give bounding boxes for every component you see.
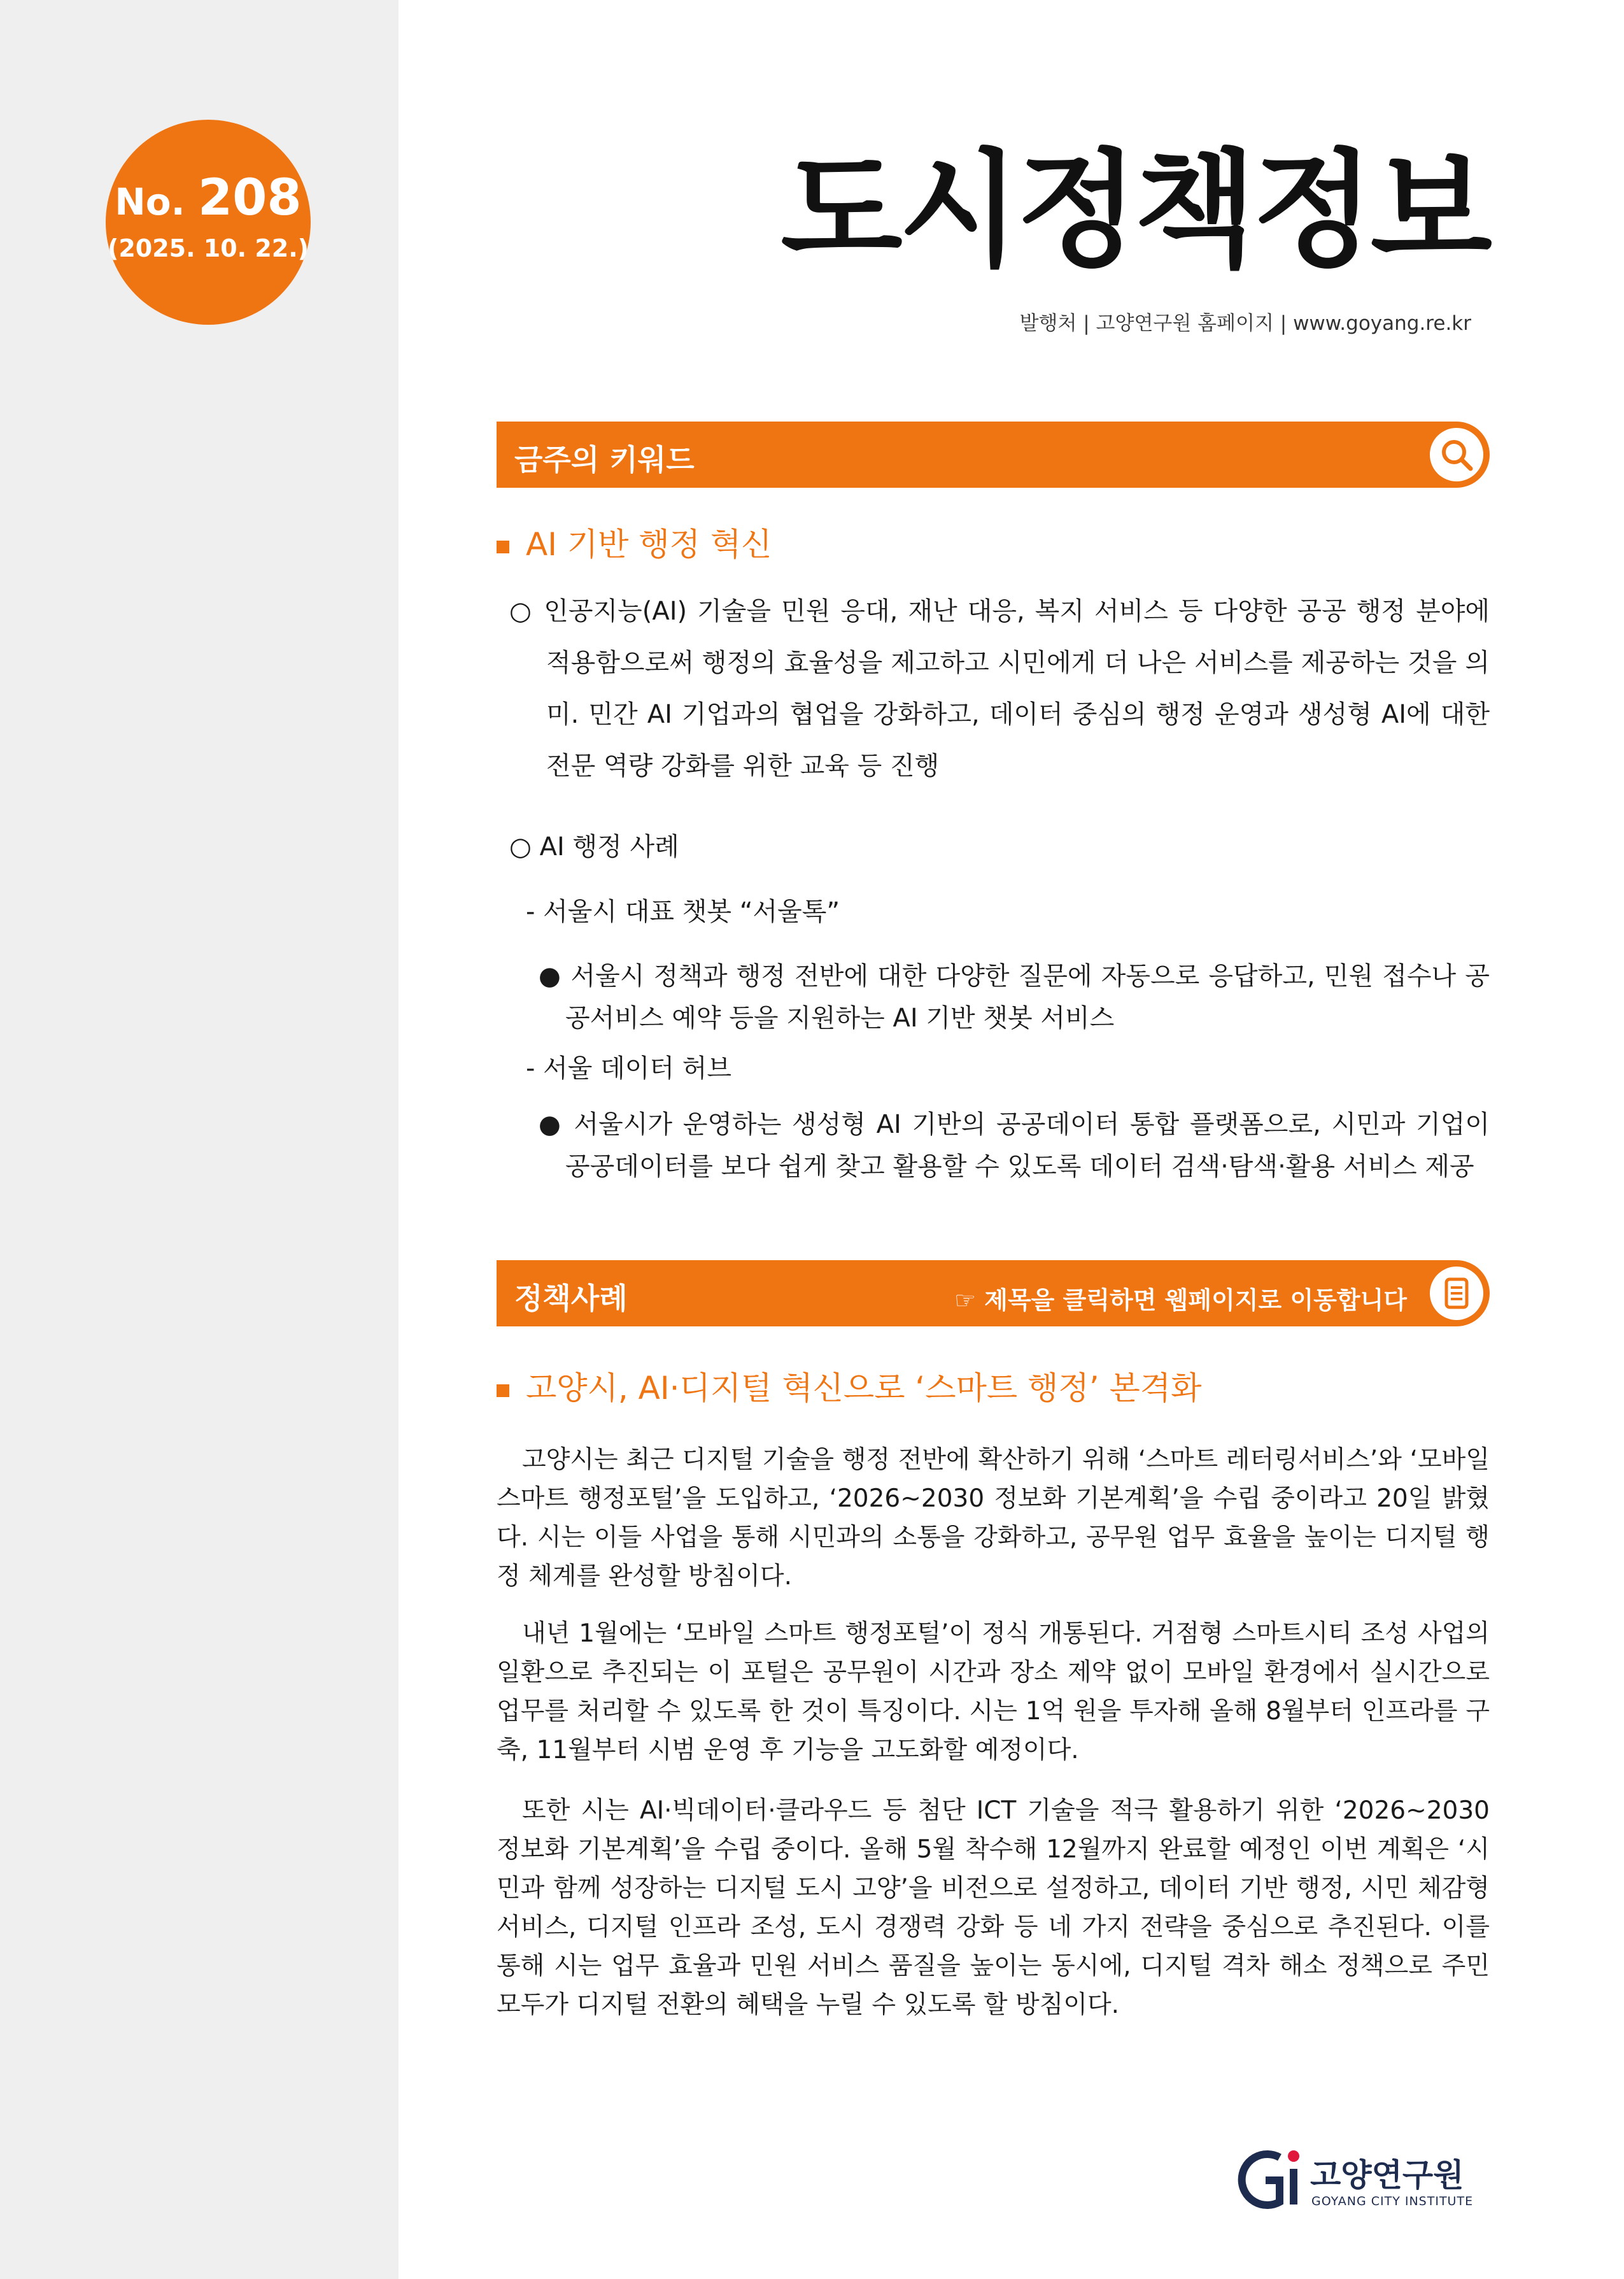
keyword-section-label: 금주의 키워드	[514, 443, 695, 477]
issue-date: (2025. 10. 22.)	[107, 234, 309, 262]
keyword-point-1: ○ 인공지능(AI) 기술을 민원 응대, 재난 대응, 복지 서비스 등 다양한 공공 행정 분야에 적용함으로써 행정의 효율성을 제고하고 시민에게 더 나은 서비스를 제공하는 것을 의미. 민간 AI 기업과의 협업을 강화하고, 데이터 중심의 행정 운영과 생성형 AI에 대한 전문 역량 강화를 위한 교육 등 진행	[509, 597, 1490, 781]
issue-number: No. 208	[115, 169, 302, 227]
policy-section-label: 정책사례	[514, 1281, 628, 1316]
square-bullet-icon	[497, 1384, 509, 1397]
search-icon	[1430, 428, 1483, 481]
case-1-desc: ● 서울시 정책과 행정 전반에 대한 다양한 질문에 자동으로 응답하고, 민원 접수나 공공서비스 예약 등을 지원하는 AI 기반 챗봇 서비스	[539, 962, 1490, 1033]
logo-name: 고양연구원	[1310, 2157, 1464, 2194]
page-title: 도시정책정보	[780, 137, 1488, 284]
keyword-point-2: ○ AI 행정 사례	[509, 832, 679, 862]
logo-english: GOYANG CITY INSTITUTE	[1311, 2194, 1474, 2208]
policy-heading-link[interactable]: 고양시, AI·디지털 혁신으로 ‘스마트 행정’ 본격화	[497, 1363, 1201, 1409]
gi-logo-icon	[1235, 2143, 1305, 2213]
issue-badge	[106, 120, 311, 325]
policy-paragraph-3: 또한 시는 AI·빅데이터·클라우드 등 첨단 ICT 기술을 적극 활용하기 위한 ‘2026~2030 정보화 기본계획’을 수립 중이다. 올해 5월 착수해 12월까지 완료할 예정인 이번 계획은 ‘시민과 함께 성장하는 디지털 도시 고양’을 비전으로 설정하고, 데이터 기반 행정, 시민 체감형 서비스, 디지털 인프라 조성, 도시 경쟁력 강화 등 네 가지 전략을 중심으로 추진된다. 이를 통해 시는 업무 효율과 민원 서비스 품질을 높이는 동시에, 디지털 격차 해소 정책으로 주민 모두가 디지털 전환의 혜택을 누릴 수 있도록 할 방침이다.	[497, 1796, 1490, 2019]
keyword-heading: AI 기반 행정 혁신	[497, 519, 772, 565]
policy-paragraph-1: 고양시는 최근 디지털 기술을 행정 전반에 확산하기 위해 ‘스마트 레터링서비스’와 ‘모바일 스마트 행정포털’을 도입하고, ‘2026~2030 정보화 기본계획’을 수립 중이라고 20일 밝혔다. 시는 이들 사업을 통해 시민과의 소통을 강화하고, 공무원 업무 효율을 높이는 디지털 행정 체계를 완성할 방침이다.	[497, 1445, 1490, 1591]
case-2-desc: ● 서울시가 운영하는 생성형 AI 기반의 공공데이터 통합 플랫폼으로, 시민과 기업이 공공데이터를 보다 쉽게 찾고 활용할 수 있도록 데이터 검색·탐색·활용 서비스 제공	[539, 1110, 1490, 1181]
case-1-title: - 서울시 대표 챗봇 “서울톡”	[526, 897, 840, 927]
policy-section-bar	[497, 1260, 1490, 1326]
left-sidebar	[0, 0, 399, 2279]
document-icon	[1430, 1267, 1483, 1320]
square-bullet-icon	[497, 541, 509, 553]
policy-link-hint: ☞ 제목을 클릭하면 웹페이지로 이동합니다	[954, 1286, 1407, 1314]
case-2-title: - 서울 데이터 허브	[526, 1054, 732, 1083]
institute-logo	[1235, 2143, 1490, 2213]
publisher-info: 발행처 | 고양연구원 홈페이지 | www.goyang.re.kr	[1019, 312, 1471, 335]
keyword-section-bar	[497, 422, 1490, 488]
policy-paragraph-2: 내년 1월에는 ‘모바일 스마트 행정포털’이 정식 개통된다. 거점형 스마트시티 조성 사업의 일환으로 추진되는 이 포털은 공무원이 시간과 장소 제약 없이 모바일 환경에서 실시간으로 업무를 처리할 수 있도록 한 것이 특징이다. 시는 1억 원을 투자해 올해 8월부터 인프라를 구축, 11월부터 시범 운영 후 기능을 고도화할 예정이다.	[497, 1619, 1490, 1764]
